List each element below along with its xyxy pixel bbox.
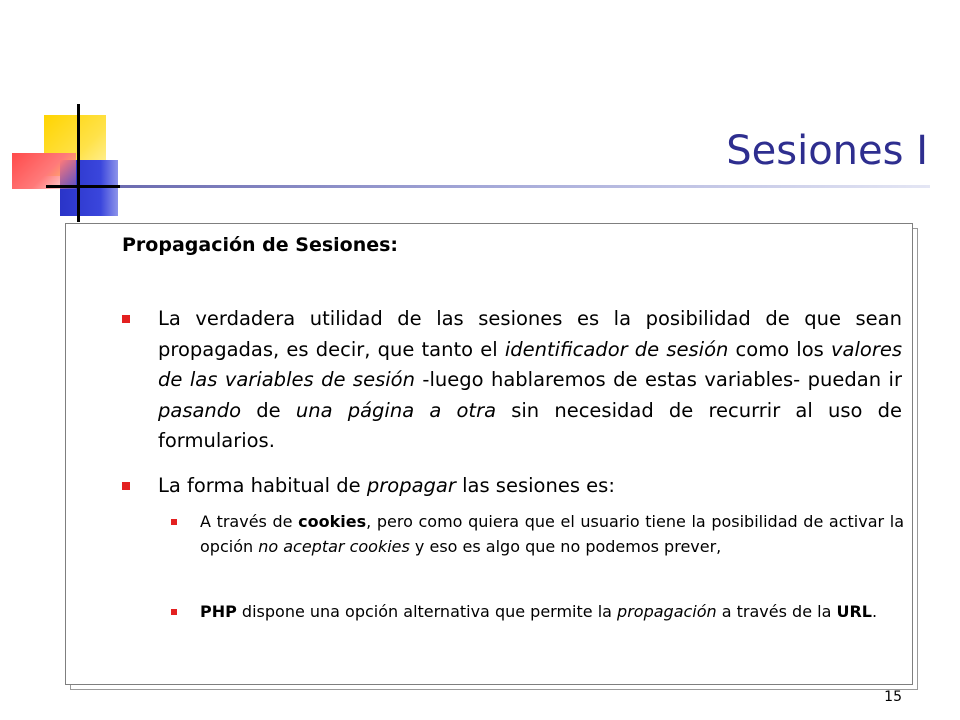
decorative-red-square <box>12 153 76 189</box>
text-segment: de <box>241 398 296 422</box>
text-segment: dispone una opción alternativa que permite la <box>236 602 618 621</box>
text-segment: sin necesidad de recurrir al uso de formularios. <box>158 398 902 453</box>
square-bullet-icon <box>122 315 130 323</box>
text-segment: . <box>871 602 878 621</box>
emphasis-text: una página a otra <box>295 398 497 422</box>
square-sub-bullet-icon <box>171 609 177 615</box>
content-box <box>65 223 913 685</box>
emphasis-text: propagar <box>366 474 456 497</box>
strong-text: PHP <box>200 602 237 621</box>
strong-text: URL <box>836 602 872 621</box>
decorative-vertical-line <box>77 104 80 222</box>
emphasis-text: propagación <box>617 602 717 621</box>
emphasis-text: identificador de sesión <box>504 337 729 361</box>
text-segment: La verdadera utilidad de las sesiones es la posibilidad de que sean propagadas, es decir, que tanto el <box>158 307 902 361</box>
square-sub-bullet-icon <box>171 519 177 525</box>
text-segment: a través de la <box>716 602 837 621</box>
strong-text: cookies <box>298 512 367 531</box>
text-segment: , pero como quiera que el usuario tiene la posibilidad de activar la opción <box>200 512 904 556</box>
text-segment: y eso es algo que no podemos prever, <box>409 536 722 556</box>
title-underline-rule <box>120 185 930 188</box>
text-segment: -luego hablaremos de estas variables- puedan ir <box>414 368 902 392</box>
emphasis-text: valores de las variables de sesión <box>158 337 902 392</box>
slide-title: Sesiones I <box>726 128 928 174</box>
bullet-item <box>122 304 902 457</box>
sub-bullet-text <box>200 510 904 559</box>
bullet-text <box>158 471 902 502</box>
bullet-text <box>158 304 902 457</box>
decorative-title-rule-dark <box>46 185 120 188</box>
sub-bullet-text <box>200 600 904 625</box>
sub-bullet-item <box>171 600 904 625</box>
sub-bullet-item <box>171 510 904 559</box>
text-segment: La forma habitual de <box>158 474 367 497</box>
text-segment: como los <box>728 337 831 361</box>
text-segment: A través de <box>200 512 299 531</box>
text-segment: las sesiones es: <box>455 474 615 497</box>
emphasis-text: no aceptar cookies <box>258 536 410 556</box>
bullet-item <box>122 471 902 502</box>
square-bullet-icon <box>122 482 130 490</box>
page-number: 15 <box>884 689 902 705</box>
emphasis-text: pasando <box>158 398 242 422</box>
section-subtitle: Propagación de Sesiones: <box>122 234 399 256</box>
